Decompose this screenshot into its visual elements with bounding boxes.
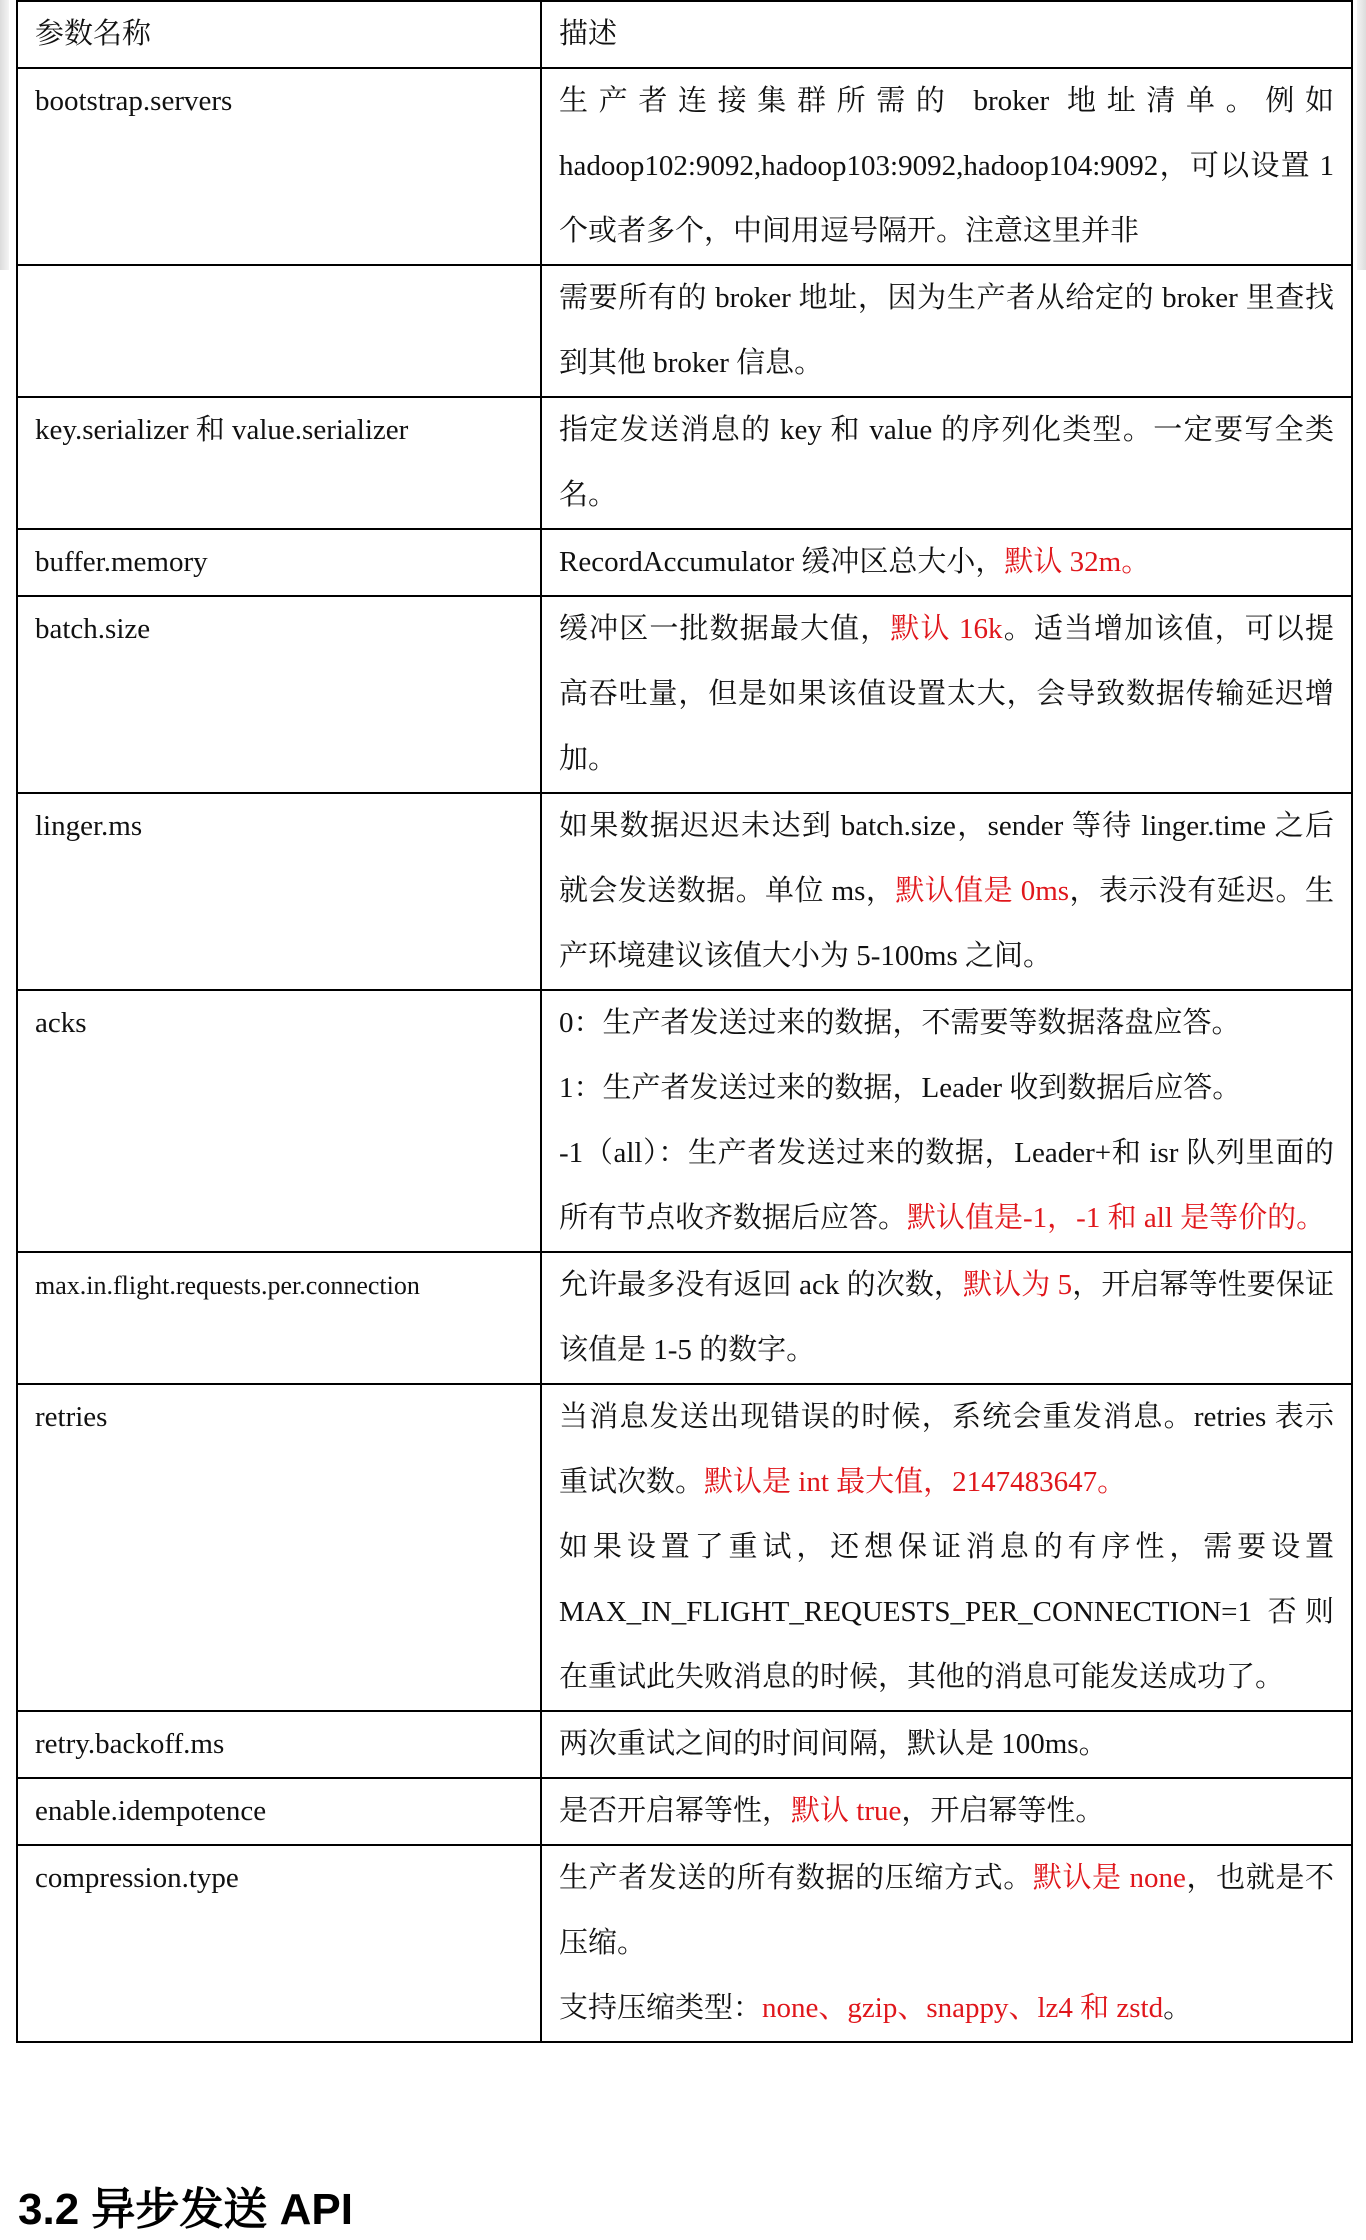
- table-row: [17, 793, 1352, 990]
- description-line: [559, 991, 1334, 1056]
- description-text: 1：生产者发送过来的数据，Leader 收到数据后应答。: [559, 1072, 1242, 1104]
- param-name-cell: buffer.memory: [17, 529, 541, 596]
- description-text: 指定发送消息的 key 和 value 的序列化类型。一定要写全类名。: [559, 414, 1334, 511]
- description-text: 0：生产者发送过来的数据，不需要等数据落盘应答。: [559, 1007, 1241, 1039]
- description-text: 。: [1163, 1992, 1193, 2024]
- header-description: 描述: [541, 1, 1352, 68]
- description-text: 是否开启幂等性，: [559, 1795, 792, 1827]
- description-text: 。适当增加该值，可以提高吞吐量，但是如果该值设置太大，会导致数据传输延迟增加。: [559, 613, 1334, 775]
- table-row: [17, 1711, 1352, 1778]
- description-text: 支持压缩类型：: [559, 1992, 763, 2024]
- description-text: 需要所有的 broker 地址，因为生产者从给定的 broker 里查找到其他 broker 信息。: [559, 282, 1334, 379]
- description-text: ，表示没有延迟。生产环境建议该值大小为 5-100ms 之间。: [559, 875, 1334, 972]
- description-cell: [541, 397, 1352, 529]
- description-cell: [541, 1384, 1352, 1711]
- description-line: [559, 1976, 1334, 2041]
- description-cell: [541, 1711, 1352, 1778]
- table-row: [17, 990, 1352, 1252]
- description-text: ，也就是不压缩。: [559, 1862, 1334, 1959]
- description-text: RecordAccumulator 缓冲区总大小，: [559, 546, 1005, 578]
- default-value-highlight: 默认为 5: [963, 1269, 1073, 1301]
- description-line: [559, 1846, 1334, 1976]
- param-name-cell: compression.type: [17, 1845, 541, 2042]
- default-value-highlight: 默认 true: [791, 1795, 902, 1827]
- description-text: 允许最多没有返回 ack 的次数，: [559, 1269, 964, 1301]
- param-name-cell: retry.backoff.ms: [17, 1711, 541, 1778]
- description-cell: [541, 793, 1352, 990]
- table-header-row: [17, 1, 1352, 68]
- header-param-name: 参数名称: [17, 1, 541, 68]
- table-row-continuation: [17, 265, 1352, 397]
- table-row: [17, 1252, 1352, 1384]
- description-text: ，开启幂等性要保证该值是 1-5 的数字。: [559, 1269, 1334, 1366]
- param-name-cell: bootstrap.servers: [17, 68, 541, 265]
- default-value-highlight: 默认是 none: [1032, 1862, 1186, 1894]
- param-name-cell: acks: [17, 990, 541, 1252]
- param-name-cell: linger.ms: [17, 793, 541, 990]
- table-row: [17, 596, 1352, 793]
- description-text: 两次重试之间的时间间隔，默认是 100ms。: [559, 1728, 1108, 1760]
- table-row: [17, 1384, 1352, 1711]
- table-row: [17, 397, 1352, 529]
- default-value-highlight: 默认 32m。: [1004, 546, 1151, 578]
- description-text: 生产者发送的所有数据的压缩方式。: [559, 1862, 1033, 1894]
- description-cell: [541, 1252, 1352, 1384]
- page-edge-shadow-right: [1357, 0, 1366, 270]
- description-line: [559, 1121, 1334, 1251]
- description-cell: [541, 265, 1352, 397]
- default-value-highlight: 默认是 int 最大值，2147483647。: [704, 1466, 1127, 1498]
- description-line: [559, 1385, 1334, 1515]
- description-cell: [541, 68, 1352, 265]
- table-row: [17, 529, 1352, 596]
- description-text: ，开启幂等性。: [901, 1795, 1105, 1827]
- param-name-cell: max.in.flight.requests.per.connection: [17, 1252, 541, 1384]
- description-text: 缓冲区一批数据最大值，: [559, 613, 891, 645]
- default-value-highlight: 默认 16k: [890, 613, 1003, 645]
- default-value-highlight: 默认值是-1，-1 和 all 是等价的。: [907, 1202, 1326, 1234]
- description-cell: [541, 1845, 1352, 2042]
- description-text: 生产者连接集群所需的 broker 地址清单。例如 hadoop102:9092,hadoop103:9092,hadoop104:9092，可以设置 1 个或者多个，中间用逗号隔开。注意这里并非: [559, 85, 1334, 247]
- param-name-cell: enable.idempotence: [17, 1778, 541, 1845]
- parameter-table: [16, 0, 1353, 2043]
- param-name-cell-empty: [17, 265, 541, 397]
- default-value-highlight: 默认值是 0ms: [895, 875, 1070, 907]
- section-heading: 3.2 异步发送 API: [18, 2185, 353, 2234]
- description-line: [559, 1515, 1334, 1710]
- parameter-table-body: [17, 1, 1352, 2042]
- description-cell: [541, 990, 1352, 1252]
- description-line: [559, 1056, 1334, 1121]
- description-cell: [541, 1778, 1352, 1845]
- default-value-highlight: none、gzip、snappy、lz4 和 zstd: [762, 1992, 1164, 2024]
- table-row: [17, 68, 1352, 265]
- description-text: 如果数据迟迟未达到 batch.size，sender 等待 linger.time 之后就会发送数据。单位 ms，: [559, 810, 1334, 907]
- description-text: 当消息发送出现错误的时候，系统会重发消息。retries 表示重试次数。: [559, 1401, 1334, 1498]
- param-name-cell: key.serializer 和 value.serializer: [17, 397, 541, 529]
- table-row: [17, 1778, 1352, 1845]
- page-edge-shadow-left: [0, 0, 9, 270]
- description-text: -1（all）：生产者发送过来的数据，Leader+和 isr 队列里面的所有节点收齐数据后应答。: [559, 1137, 1334, 1234]
- param-name-cell: retries: [17, 1384, 541, 1711]
- description-cell: [541, 596, 1352, 793]
- description-text: 如果设置了重试，还想保证消息的有序性，需要设置 MAX_IN_FLIGHT_REQUESTS_PER_CONNECTION=1 否则在重试此失败消息的时候，其他的消息可能发送成功了。: [559, 1531, 1334, 1693]
- table-row: [17, 1845, 1352, 2042]
- description-cell: [541, 529, 1352, 596]
- param-name-cell: batch.size: [17, 596, 541, 793]
